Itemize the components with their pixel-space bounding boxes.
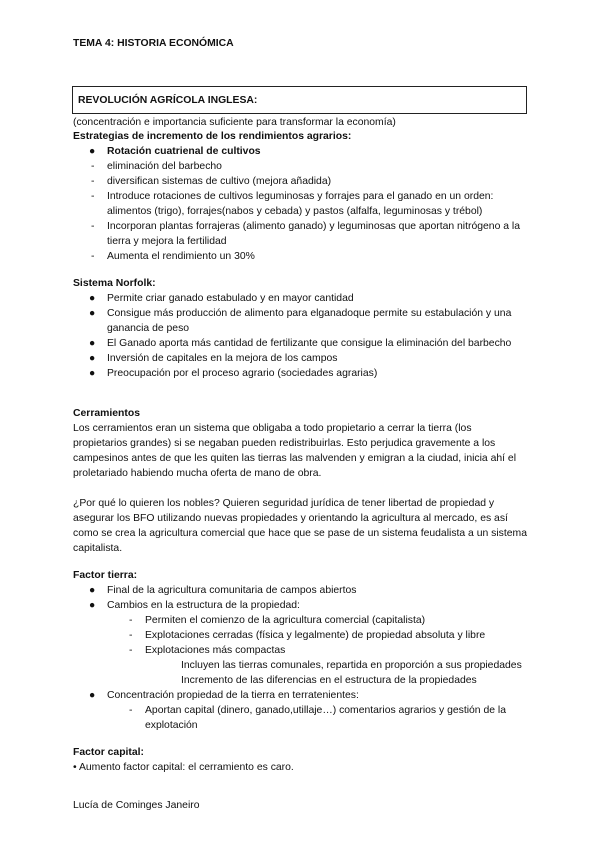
sub-list (73, 703, 528, 733)
list-item: - Introduce rotaciones de cultivos leguminosas y forrajes para el ganado en un orden: alimentos (trigo), forrajes(nabos y cebada) y pastos (alfalfa, leguminosas y trébol) (91, 191, 494, 217)
section-factor-capital (73, 745, 528, 775)
sub-list (73, 613, 528, 658)
dash-icon: - (91, 176, 95, 187)
bullet-dot-icon: ● (89, 585, 96, 596)
list-item: ● Cambios en la estructura de la propiedad: (89, 600, 300, 611)
dash-icon: - (91, 161, 95, 172)
list-item: ● Consigue más producción de alimento para elganadoque permite su estabulación y una ganancia de peso (89, 308, 512, 334)
list-item: - Permiten el comienzo de la agricultura comercial (capitalista) (129, 615, 426, 626)
list-item: ● Preocupación por el proceso agrario (sociedades agrarias) (89, 368, 378, 379)
dash-icon: - (129, 630, 133, 641)
list-item: ● Permite criar ganado estabulado y en mayor cantidad (89, 293, 354, 304)
list-item: ● El Ganado aporta más cantidad de fertilizante que consigue la eliminación del barbecho (89, 338, 512, 349)
bullet-list (73, 583, 528, 613)
dash-icon: - (129, 645, 133, 656)
nested-text: Incremento de las diferencias en el estructura de la propiedades (181, 675, 477, 686)
author-footer: Lucía de Cominges Janeiro (73, 800, 200, 811)
bullet-list (73, 688, 528, 703)
list-item: - Explotaciones más compactas (129, 645, 286, 656)
section-heading: Cerramientos (73, 408, 140, 419)
subtitle: (concentración e importancia suficiente para transformar la economía) (73, 117, 396, 128)
bullet-dot-icon: ● (89, 293, 96, 304)
paragraph: • Aumento factor capital: el cerramiento es caro. (73, 762, 294, 773)
list-item: - Incorporan plantas forrajeras (alimento ganado) y leguminosas que aportan nitrógeno a la tierra y mejora la fertilidad (91, 221, 520, 247)
section-heading: Factor capital: (73, 747, 145, 758)
bullet-dot-icon: ● (89, 600, 96, 611)
bullet-list (73, 144, 528, 159)
section-norfolk (73, 276, 528, 381)
bullet-dot-icon: ● (89, 368, 96, 379)
bullet-dot-icon: ● (89, 146, 96, 157)
dash-icon: - (91, 191, 95, 202)
bullet-dot-icon: ● (89, 308, 96, 319)
list-item: ● Final de la agricultura comunitaria de campos abiertos (89, 585, 357, 596)
list-item: - Aportan capital (dinero, ganado,utillaje…) comentarios agrarios y gestión de la explotación (129, 705, 506, 731)
document-header: TEMA 4: HISTORIA ECONÓMICA (73, 38, 234, 49)
section-estrategias (73, 129, 528, 264)
list-item: - Explotaciones cerradas (física y legalmente) de propiedad absoluta y libre (129, 630, 486, 641)
paragraph: Los cerramientos eran un sistema que obligaba a todo propietario a cerrar la tierra (los propietarios grandes) si se negaban pueden redistribuirlas. Esto perjudica gravemente a los campesinos antes de que les quiten las tierras las malvenden y emigran a la ciudad, inicia ahí el proletariado habiendo mucha oferta de mano de obra. (73, 423, 517, 479)
list-item: ● Concentración propiedad de la tierra en terratenientes: (89, 690, 359, 701)
dash-icon: - (129, 705, 133, 716)
title-box (72, 86, 527, 114)
section-heading: Factor tierra: (73, 570, 138, 581)
list-item: ● Inversión de capitales en la mejora de los campos (89, 353, 338, 364)
list-item: ● Rotación cuatrienal de cultivos (89, 146, 261, 157)
bullet-dot-icon: ● (89, 690, 96, 701)
list-item: - eliminación del barbecho (91, 161, 222, 172)
dash-icon: - (91, 221, 95, 232)
section-factor-tierra (73, 568, 528, 733)
bullet-dot-icon: ● (89, 353, 96, 364)
dash-list (73, 159, 528, 264)
document-title: REVOLUCIÓN AGRÍCOLA INGLESA: (78, 95, 258, 106)
nested-text: Incluyen las tierras comunales, repartida en proporción a sus propiedades (181, 660, 522, 671)
section-heading: Estrategias de incremento de los rendimientos agrarios: (73, 131, 352, 142)
paragraph: ¿Por qué lo quieren los nobles? Quieren seguridad jurídica de tener libertad de propiedad y asegurar los BFO utilizando nuevas propiedades y orientando la agricultura al mercado, es así como se crea la agricultura comercial que hace que se pase de un sistema feudalista a un sistema capitalista. (73, 498, 527, 554)
section-cerramientos (73, 406, 528, 556)
list-item: - diversifican sistemas de cultivo (mejora añadida) (91, 176, 332, 187)
dash-icon: - (91, 251, 95, 262)
bullet-dot-icon: ● (89, 338, 96, 349)
section-heading: Sistema Norfolk: (73, 278, 156, 289)
dash-icon: - (129, 615, 133, 626)
list-item: - Aumenta el rendimiento un 30% (91, 251, 255, 262)
bullet-list (73, 291, 528, 381)
